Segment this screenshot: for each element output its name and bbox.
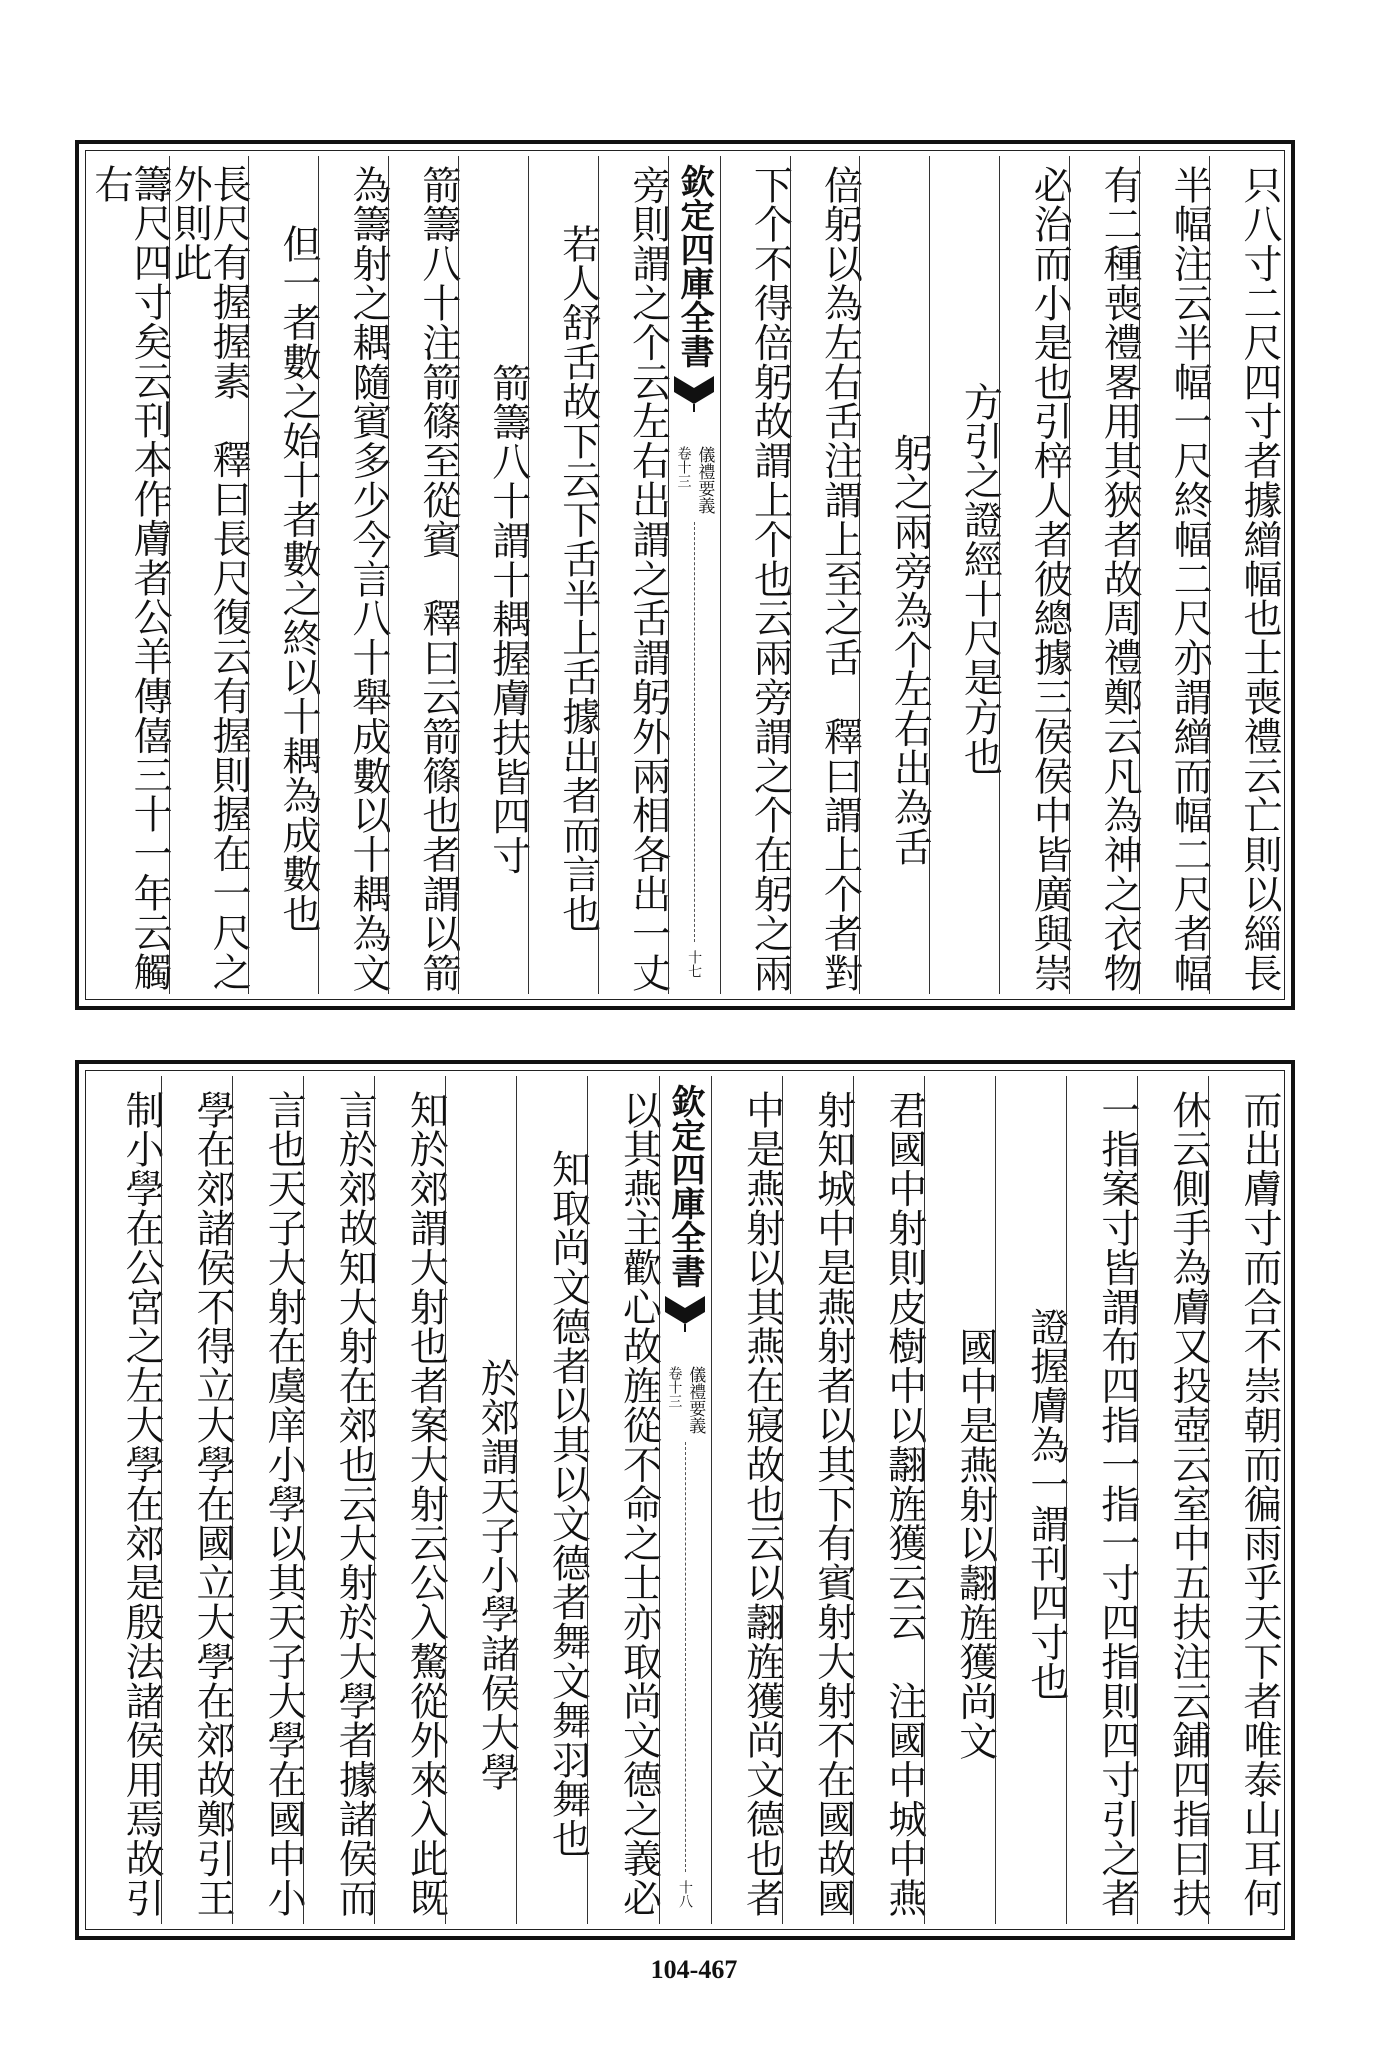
text-column: 下个不得倍躬故謂上个也云兩旁謂之个在躬之兩: [720, 156, 790, 994]
text-column: 籌尺四寸矣云刊本作膚者公羊傳僖三十一年云觸右: [88, 164, 173, 992]
text-column: 長尺有握握素 釋曰長尺復云有握則握在一尺之外則此: [169, 156, 248, 994]
text-column: 言也天子大射在虞庠小學以其天子大學在國中小: [232, 1076, 303, 1924]
top-text-columns: [88, 156, 1282, 994]
text-column: 射知城中是燕射者以其下有賓射大射不在國故國: [782, 1076, 853, 1924]
text-column: 一指案寸皆謂布四指一指一寸四指則四寸引之者: [1066, 1076, 1137, 1924]
fish-tail-ornament-icon: [672, 374, 716, 414]
text-column: 中是燕射以其燕在寢故也云以翿旌獲尚文德也者: [711, 1076, 782, 1924]
text-column: 方引之證經十尺是方也: [929, 156, 999, 994]
center-header-column: [659, 1076, 711, 1924]
text-column: 而出膚寸而合不崇朝而徧雨乎天下者唯泰山耳何: [1208, 1076, 1279, 1924]
text-column: 為籌射之耦隨賓多少今言八十舉成數以十耦為文: [318, 156, 388, 994]
text-column: 但一者數之始十者數之終以十耦為成數也: [248, 156, 318, 994]
fish-tail-ornament-icon: [663, 1294, 707, 1334]
text-column: 箭籌八十注箭篠至從賓 釋曰云箭篠也者謂以箭: [388, 156, 458, 994]
text-column: 制小學在公宮之左大學在郊是殷法諸侯用焉故引: [119, 1090, 165, 1918]
heading-column: 躬之兩旁為个左右出為舌: [859, 156, 929, 994]
text-column: 必治而小是也引梓人者彼總據三侯侯中皆廣與崇: [999, 156, 1069, 994]
text-column: 旁則謂之个云左右出謂之舌謂躬外兩相各出一丈: [598, 156, 668, 994]
divider-line: [694, 522, 695, 942]
text-column: 休云側手為膚又投壺云室中五扶注云鋪四指曰扶: [1137, 1076, 1208, 1924]
top-page-panel: [75, 140, 1295, 1010]
text-column: 證握膚為一謂刊四寸也: [995, 1076, 1066, 1924]
bottom-page-panel: [75, 1060, 1295, 1940]
text-column: 君國中射則皮樹中以翿旌獲云云 注國中城中燕: [853, 1076, 924, 1924]
heading-column: 國中是燕射以翿旌獲尚文: [924, 1076, 995, 1924]
text-column: 學在郊諸侯不得立大學在國立大學在郊故鄭引王: [161, 1076, 232, 1924]
text-column: 知取尚文德者以其以文德者舞文舞羽舞也: [516, 1076, 587, 1924]
text-column: 知於郊謂大射也者案大射云公入驁從外來入此既: [374, 1076, 445, 1924]
volume-label: 卷十三: [675, 446, 692, 488]
collection-title: 欽定四庫全書: [665, 1084, 705, 1288]
text-column: 以其燕主歡心故旌從不命之士亦取尚文德之義必: [587, 1076, 658, 1924]
text-column: 言於郊故知大射在郊也云大射於大學者據諸侯而: [303, 1076, 374, 1924]
page-number: 104-467: [650, 1955, 738, 1984]
text-column: 有二種喪禮畧用其狹者故周禮鄭云凡為神之衣物: [1069, 156, 1139, 994]
bottom-text-columns: [91, 1076, 1282, 1924]
text-column: 若人舒舌故下云下舌半上舌據出者而言也: [528, 156, 598, 994]
divider-line: [685, 1442, 686, 1872]
text-column: 只八寸二尺四寸者據繒幅也士喪禮云亡則以緇長: [1209, 156, 1279, 994]
heading-column: 箭籌八十謂十耦握膚扶皆四寸: [458, 156, 528, 994]
center-header-column: [668, 156, 720, 994]
book-info: [676, 424, 713, 514]
collection-title: 欽定四庫全書: [674, 164, 715, 368]
book-title: 儀禮要義: [685, 1366, 706, 1434]
leaf-number: 十七: [686, 950, 703, 978]
book-title: 儀禮要義: [694, 446, 715, 514]
text-column: 半幅注云半幅一尺終幅二尺亦謂繒而幅二尺者幅: [1139, 156, 1209, 994]
text-column: 倍躬以為左右舌注謂上至之舌 釋曰謂上个者對: [790, 156, 860, 994]
leaf-number: 十八: [677, 1880, 693, 1908]
volume-label: 卷十三: [666, 1366, 683, 1408]
heading-column: 於郊謂天子小學諸侯大學: [445, 1076, 516, 1924]
book-info: [667, 1344, 704, 1434]
